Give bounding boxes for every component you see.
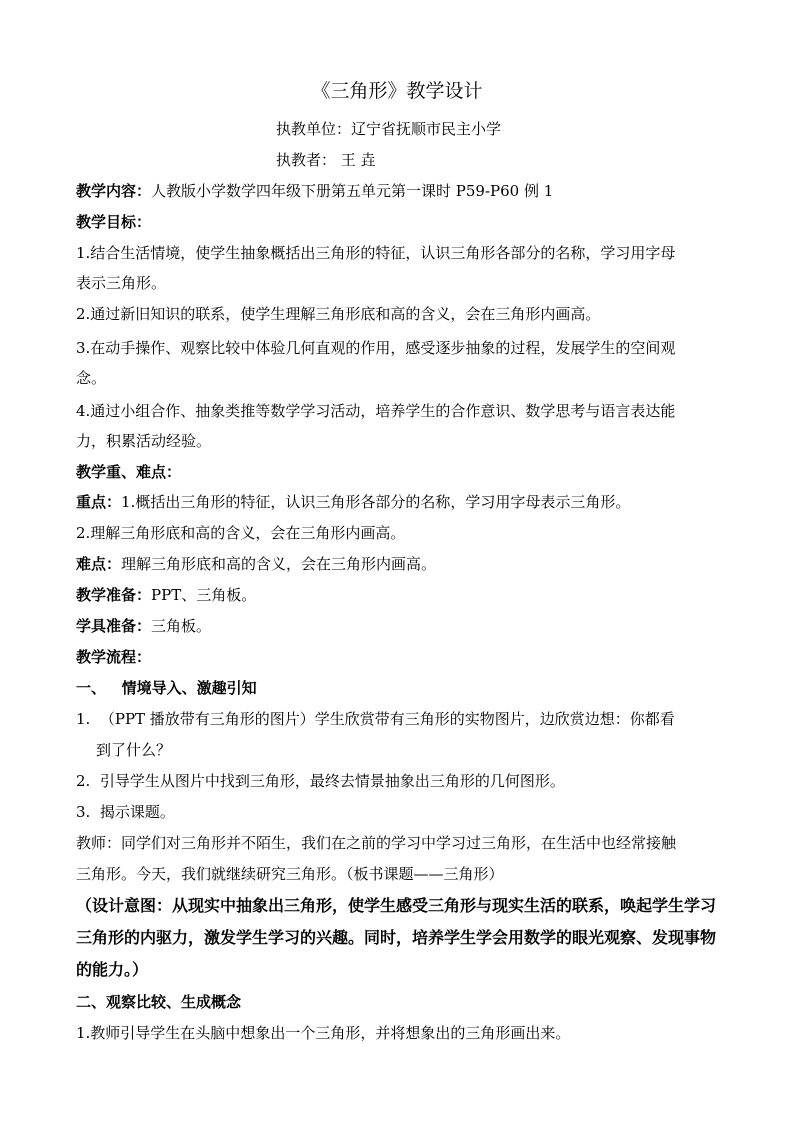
key-point-2: 2.理解三角形底和高的含义，会在三角形内画高。	[76, 524, 406, 542]
student-prep-line	[76, 616, 211, 636]
goal-1-line-1: 1.结合生活情境，使学生抽象概括出三角形的特征，认识三角形各部分的名称，学习用字母	[76, 244, 676, 262]
teacher-speech-line-1: 教师：同学们对三角形并不陌生，我们在之前的学习中学习过三角形，在生活中也经常接触	[76, 834, 677, 852]
section-1-item-2: 2. 引导学生从图片中找到三角形，最终去情景抽象出三角形的几何图形。	[76, 772, 565, 790]
student-prep-text: 三角板。	[151, 617, 212, 635]
key-point-1-line	[76, 492, 630, 512]
teacher-name: 执教者： 王 垚	[276, 151, 376, 169]
teacher-speech-line-2: 三角形。今天，我们就继续研究三角形。（板书课题——三角形）	[76, 865, 504, 883]
content-text: 人教版小学数学四年级下册第五单元第一课时 P59-P60 例 1	[151, 182, 554, 200]
key-point-1: 1.概括出三角形的特征，认识三角形各部分的名称，学习用字母表示三角形。	[121, 493, 631, 511]
design-intent-line-1: （设计意图：从现实中抽象出三角形，使学生感受三角形与现实生活的联系，唤起学生学习	[76, 896, 717, 915]
key-label: 重点：	[76, 493, 122, 511]
difficulty-label: 难点：	[76, 555, 122, 573]
goal-3-line-1: 3.在动手操作、观察比较中体验几何直观的作用，感受逐步抽象的过程，发展学生的空间观	[76, 339, 676, 357]
design-intent-line-2: 三角形的内驱力，激发学生学习的兴趣。同时，培养学生学会用数学的眼光观察、发现事物	[76, 928, 717, 947]
section-1-heading: 一、 情境导入、激趣引知	[76, 679, 257, 697]
section-2-item-1: 1.教师引导学生在头脑中想象出一个三角形，并将想象出的三角形画出来。	[76, 1024, 571, 1042]
section-1-item-1-line-2: 到了什么？	[96, 741, 172, 759]
teaching-prep-label: 教学准备：	[76, 586, 152, 604]
section-2-heading: 二、观察比较、生成概念	[76, 993, 242, 1011]
difficulty-line	[76, 554, 436, 574]
goal-3-line-2: 念。	[76, 369, 107, 387]
goal-1-line-2: 表示三角形。	[76, 274, 167, 292]
doc-title: 《三角形》教学设计	[311, 80, 483, 102]
goal-4-line-1: 4.通过小组合作、抽象类推等数学学习活动，培养学生的合作意识、数学思考与语言表达能	[76, 402, 676, 420]
keypoints-heading: 教学重、难点：	[76, 463, 182, 481]
flow-heading: 教学流程：	[76, 648, 152, 666]
goal-4-line-2: 力，积累活动经验。	[76, 432, 212, 450]
difficulty-text: 理解三角形底和高的含义，会在三角形内画高。	[121, 555, 437, 573]
design-intent-line-3: 的能力。）	[76, 960, 149, 979]
goals-heading: 教学目标：	[76, 213, 152, 231]
section-1-item-1-line-1: 1. （PPT 播放带有三角形的图片）学生欣赏带有三角形的实物图片，边欣赏边想：你都看	[76, 710, 675, 728]
teaching-prep-line	[76, 585, 256, 605]
teaching-prep-text: PPT、三角板。	[151, 586, 257, 604]
goal-2: 2.通过新旧知识的联系，使学生理解三角形底和高的含义，会在三角形内画高。	[76, 305, 601, 323]
student-prep-label: 学具准备：	[76, 617, 152, 635]
content-label: 教学内容：	[76, 182, 152, 200]
section-1-item-3: 3. 揭示课题。	[76, 803, 175, 821]
teaching-unit: 执教单位：辽宁省抚顺市民主小学	[276, 120, 502, 138]
content-line	[76, 181, 553, 201]
